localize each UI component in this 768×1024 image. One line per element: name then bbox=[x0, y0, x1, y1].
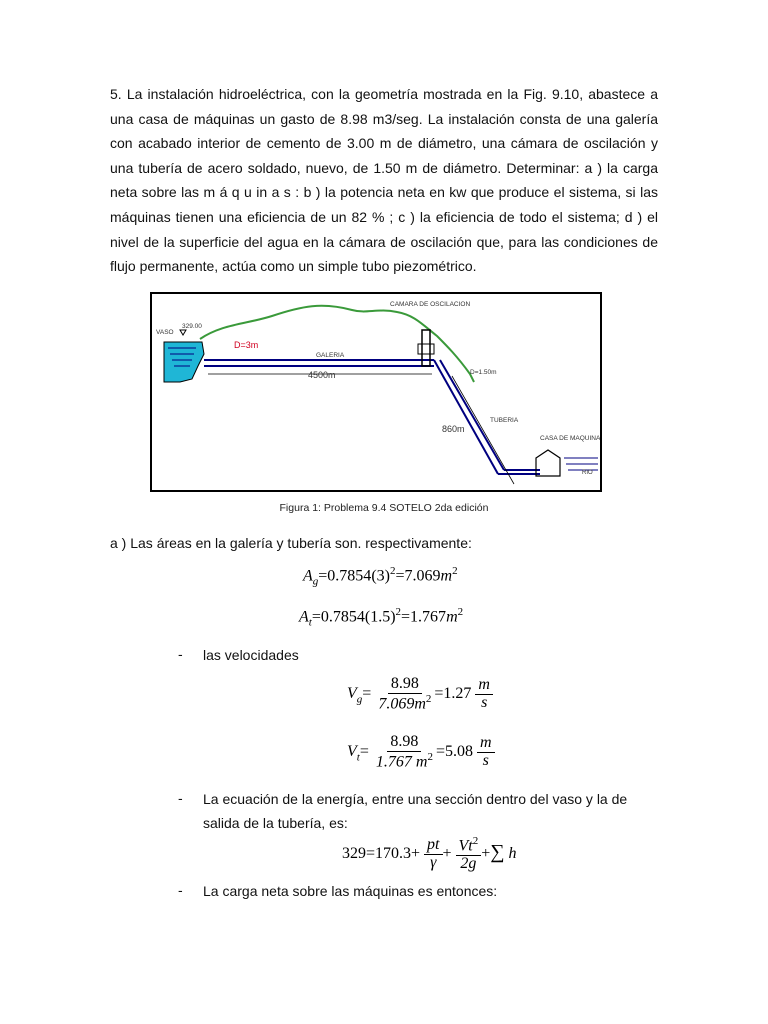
bullet-dash: - bbox=[178, 646, 183, 662]
bullet-dash: - bbox=[178, 882, 183, 898]
label-galeria: GALERIA bbox=[316, 352, 345, 359]
velocity-gallery-equation: $V_g=$ $\frac{8.98}{7.069m^2}$ =1.27 $\frac{m}{s}$ bbox=[347, 676, 493, 713]
problem-statement: 5. La instalación hidroeléctrica, con la geometría mostrada en la Fig. 9.10, abastece a una casa de máquinas un gasto de 8.98 m3/seg. La instalación consta de una galería con acabado interior de cemento de 3.00 m de diámetro, una cámara de oscilación y una tubería de acero soldado, nuevo, de 1.50 m de diámetro. Determinar: a ) la carga neta sobre las m á q u in a s : b ) la potencia neta en kw que produce el sistema, si las máquinas tienen una eficiencia de un 82 % ; c ) la eficiencia de todo el sistema; d ) el nivel de la superficie del agua en la cámara de oscilación que, para las condiciones de flujo permanente, actúa como un simple tubo piezométrico. bbox=[110, 86, 658, 275]
label-vaso: VASO bbox=[156, 329, 174, 336]
velocities-label: las velocidades bbox=[203, 647, 299, 663]
figure-drawing bbox=[152, 294, 600, 490]
label-diameter-pipe: D=1.50m bbox=[470, 369, 497, 376]
label-length-gallery: 4500m bbox=[308, 370, 336, 380]
label-tuberia: TUBERIA bbox=[490, 417, 519, 424]
penstock-pipe-a bbox=[434, 360, 498, 474]
part-a-heading: a ) Las áreas en la galería y tubería son. respectivamente: bbox=[110, 535, 472, 551]
label-rio: RIO bbox=[582, 470, 593, 476]
net-head-label: La carga neta sobre las máquinas es entonces: bbox=[203, 883, 498, 899]
powerhouse bbox=[536, 450, 560, 476]
area-gallery-equation: $A_g=0.7854(3)^2=7.069m^2$ bbox=[303, 565, 458, 588]
figure-caption: Figura 1: Problema 9.4 SOTELO 2da edición bbox=[279, 502, 489, 514]
label-length-pipe: 860m bbox=[442, 424, 465, 434]
velocity-pipe-equation: $V_t=$ $\frac{8.98}{1.767 m^2}$ =5.08 $\frac{m}{s}$ bbox=[347, 734, 495, 771]
label-diameter-gallery: D=3m bbox=[234, 340, 259, 350]
energy-equation: 329=170.3+ $\frac{pt}{\gamma}$ + $\frac{Vt^2}{2g}$ +∑ h bbox=[342, 835, 517, 873]
bullet-dash: - bbox=[178, 790, 183, 806]
area-pipe-equation: $A_t=0.7854(1.5)^2=1.767m^2$ bbox=[299, 606, 464, 629]
label-casa: CASA DE MAQUINA bbox=[540, 435, 600, 442]
label-elevation: 329.00 bbox=[182, 323, 202, 330]
reservoir-level-marker bbox=[180, 330, 186, 335]
hydroelectric-figure bbox=[150, 292, 602, 492]
label-camara: CAMARA DE OSCILACION bbox=[390, 301, 471, 308]
energy-label: La ecuación de la energía, entre una sección dentro del vaso y la de salida de la tubería, es: bbox=[203, 791, 628, 831]
